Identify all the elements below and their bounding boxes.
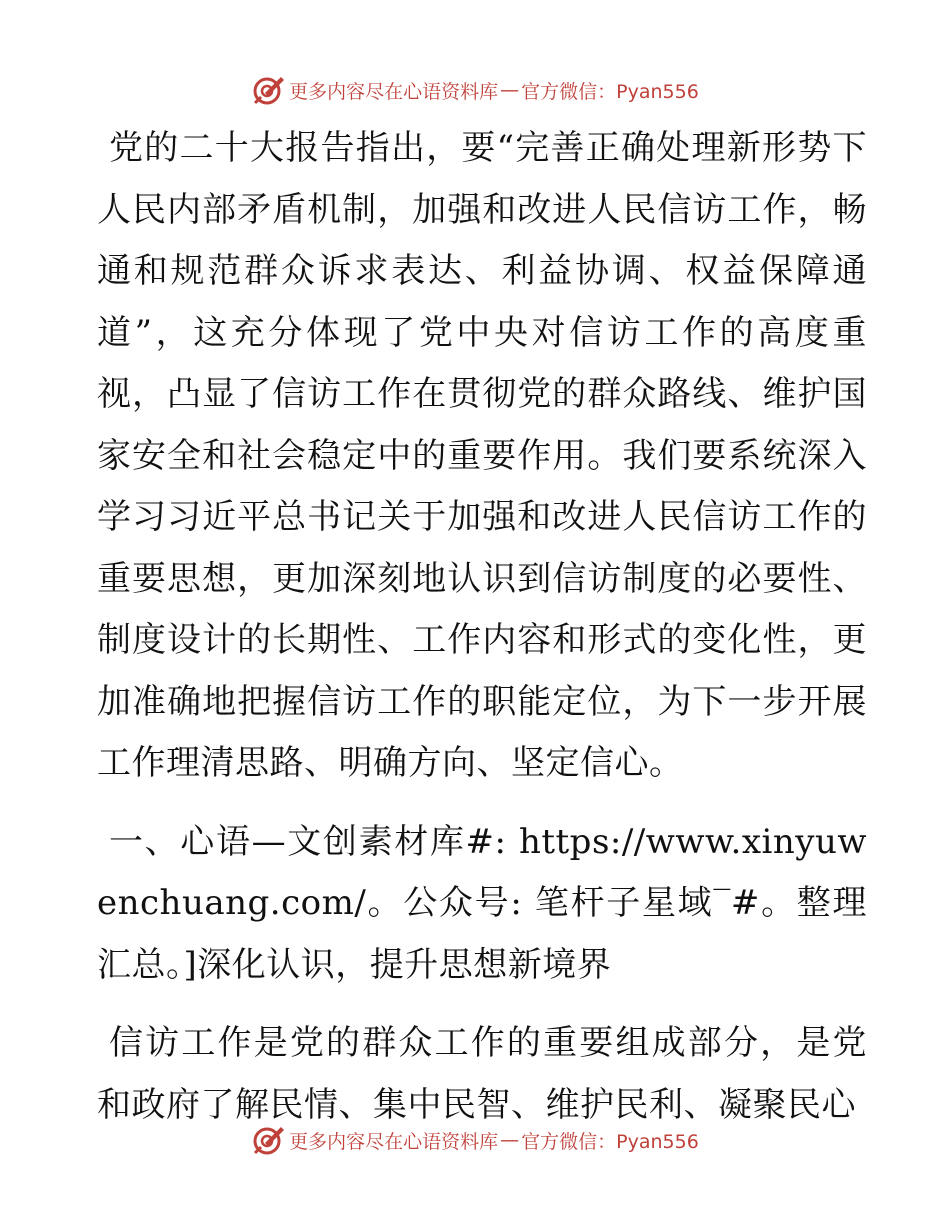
paragraph-intro: 党的二十大报告指出，要“完善正确处理新形势下人民内部矛盾机制，加强和改进人民信访工作，畅通和规范群众诉求表达、利益协调、权益保障通道”，这充分体现了党中央对信访工作的高度重视，凸显了信访工作在贯彻党的群众路线、维护国家安全和社会稳定中的重要作用。我们要系统深入学习习近平总书记关于加强和改进人民信访工作的重要思想，更加深刻地认识到信访制度的必要性、制度设计的长期性、工作内容和形式的变化性，更加准确地把握信访工作的职能定位，为下一步开展工作理清思路、明确方向、坚定信心。 (97, 128, 867, 783)
banner-separator: — (500, 1129, 520, 1151)
pen-nib-logo-icon (251, 73, 285, 107)
section-heading-1: 一、心语—文创素材库#: https://www.xinyuwenchuang.com/。公众号: 笔杆子星域‾#。整理汇总。]深化认识，提升思想新境界 (97, 821, 867, 985)
document-body (97, 118, 867, 1136)
footer-watermark-banner (0, 1120, 950, 1160)
banner-contact: 官方微信：Pyan556 (521, 1130, 699, 1153)
pen-nib-logo-icon (251, 1123, 285, 1157)
banner-contact: 官方微信：Pyan556 (521, 80, 699, 103)
banner-text: 更多内容尽在心语资料库 (289, 1130, 499, 1153)
banner-separator: — (500, 79, 520, 101)
paragraph-section-1: 信访工作是党的群众工作的重要组成部分，是党和政府了解民情、集中民智、维护民利、凝聚民心 (97, 1023, 867, 1125)
banner-text: 更多内容尽在心语资料库 (289, 80, 499, 103)
header-watermark-banner (0, 70, 950, 110)
